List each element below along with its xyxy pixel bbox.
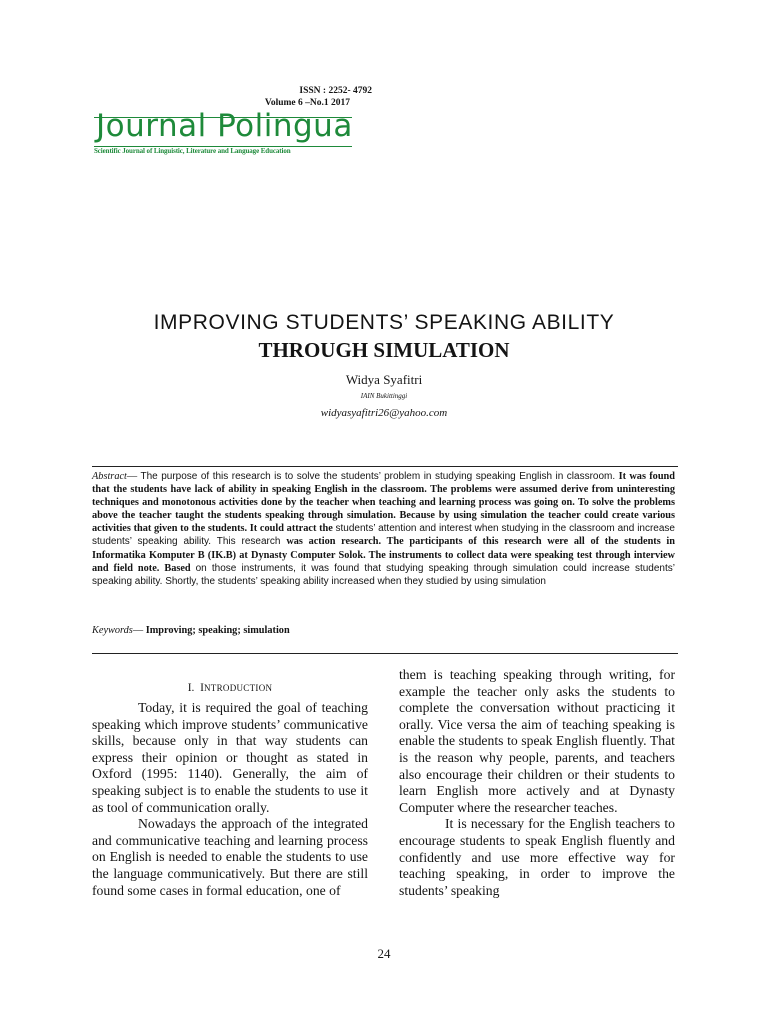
page-number: 24 [377,946,391,961]
author-name: Widya Syafitri [345,372,423,387]
abstract-text-5: on those instruments, it was found that studying speaking through simulation could increase students’ speaking ability. Shortly, the students’ speaking ability increased when they studied by using simulation [92,562,675,587]
keywords [92,625,675,636]
abstract-text-4: was action research. The participants of this research were all of the students in Informatika Komputer B (IK.B) at Dynasty Computer Solok. The instruments to collect data were speaking test through interview and field note. Based [92,536,675,574]
abstract-text-3: students’ attention and interest when studying in the classroom and increase students’ speaking ability. This research [92,523,675,548]
intro-paragraph-4: It is necessary for the English teachers to encourage students to speak English fluently and confidently and use more effective way for teaching speaking, in order to improve the students’ speaking [399,816,675,898]
abstract [92,470,675,588]
issn-number: ISSN : 2252- 4792 [299,86,372,96]
paper-title-line2: THROUGH SIMULATION [258,338,510,362]
section-title-rest: NTRODUCTION [204,683,273,693]
volume-info: Volume 6 –No.1 2017 [264,98,350,108]
intro-paragraph-3: them is teaching speaking through writing, for example the teacher only asks the students to complete the conversation without practicing it orally. Vice versa the aim of teaching speaking is enable the students to speak English fluently. That is the reason why people, parents, and teachers also encourage their children or their students to learn English more actively and at Dynasty Computer where the researcher teaches. [399,667,675,815]
journal-subtitle: Scientific Journal of Linguistic, Literature and Language Education [94,147,291,155]
section-first-letter: I [200,682,204,694]
keywords-dash: — [132,625,146,636]
abstract-label: Abstract [92,471,127,482]
author-affiliation: IAIN Bukittinggi [360,392,408,400]
paper-title-line1: IMPROVING STUDENTS’ SPEAKING ABILITY [153,311,615,334]
author-email: widyasyafitri26@yahoo.com [320,407,448,419]
journal-name: Journal Polingua [96,108,353,144]
abstract-text-2: It was found that the students have lack of ability in speaking English in the classroom. The problems were assumed derive from uninteresting techniques and monotonous activities done by the teacher when teaching and learning process was going on. To solve the problems above the teacher taught the students speaking through simulation. Because by using simulation the teacher could create various activities that given to the students. It could attract the [92,471,676,535]
abstract-dash: — [126,471,141,482]
keywords-value: Improving; speaking; simulation [145,625,290,636]
abstract-bottom-rule [92,653,678,654]
keywords-label: Keywords [92,625,133,636]
section-heading [92,682,368,694]
section-number: I. [187,682,195,694]
abstract-top-rule [92,466,678,467]
intro-paragraph-1: Today, it is required the goal of teaching speaking which improve students’ communicative skills, because only in that way students can express their opinion or thought as stated in Oxford (1995: 1140). Generally, the aim of speaking subject is to enable the students to use it as tool of communication orally. [92,700,368,815]
abstract-text-1: The purpose of this research is to solve the students’ problem in studying speaking English in classroom. [140,471,619,482]
left-column [92,700,368,899]
intro-paragraph-2: Nowadays the approach of the integrated and communicative teaching and learning process on English is needed to enable the students to use the language communicatively. But there are still found some cases in formal education, one of [92,816,368,898]
right-column [399,667,675,899]
